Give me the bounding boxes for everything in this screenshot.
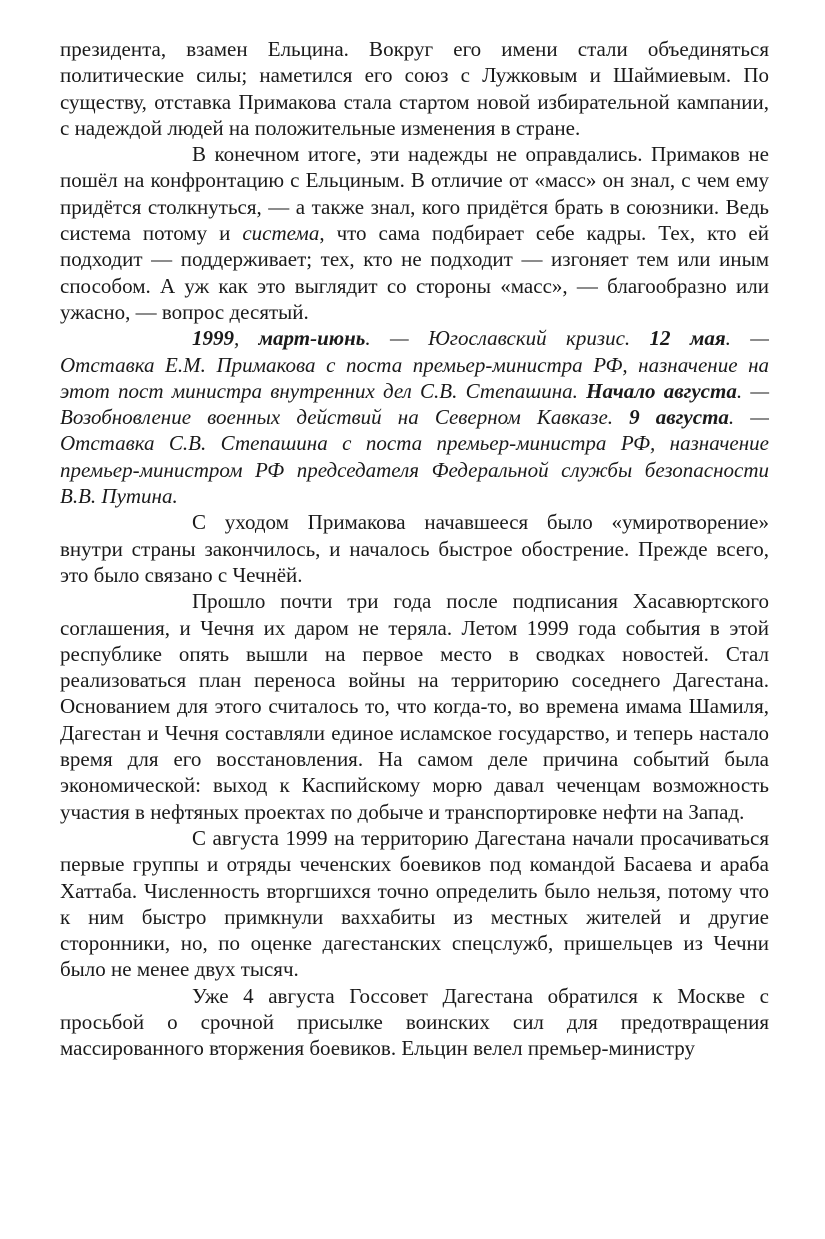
- paragraph-escalation: С уходом Примакова начавшееся было «умиротворение» внутри страны закончилось, и началось быстрое обострение. Прежде всего, это было связано с Чечнёй.: [60, 510, 769, 587]
- paragraph-hopes: [60, 141, 769, 325]
- paragraph-text: В конечном итоге, эти надежды не оправдались. Примаков не пошёл на конфронтацию с Ельциным. В отличие от «масс» он знал, с чем ему придётся столкнуться, — а также знал, кого придётся брать в союзники. Ведь система потому и: [60, 142, 769, 246]
- chronology-block: [60, 325, 769, 509]
- paragraph-continuation: президента, взамен Ельцина. Вокруг его имени стали объединяться политические силы; наметился его союз с Лужковым и Шаймиевым. По существу, отставка Примакова стала стартом новой избирательной кампании, с надеждой людей на положительные изменения в стране.: [60, 37, 769, 140]
- chronology-date: Начало августа: [586, 378, 737, 403]
- chronology-text: . — Отставка С.В. Степашина с поста премьер-министра РФ, назначение премьер-министром РФ председателя Федеральной службы безопасности В.В. Путина.: [60, 405, 769, 509]
- paragraph-chechnya: Прошло почти три года после подписания Хасавюртского соглашения, и Чечня их даром не теряла. Летом 1999 года события в этой республике опять вышли на первое место в сводках новостей. Стал реализоваться план переноса войны на территорию соседнего Дагестана. Основанием для этого считалось то, что когда-то, во времена имама Шамиля, Дагестан и Чечня составляли единое исламское государство, и теперь настало время для его восстановления. На самом деле причина событий была экономической: выход к Каспийскому морю давал чеченцам возможность участия в нефтяных проектах по добыче и транспортировке нефти на Запад.: [60, 589, 769, 824]
- chronology-date: март-июнь: [258, 326, 366, 351]
- paragraph-incursion: С августа 1999 на территорию Дагестана начали просачиваться первые группы и отряды чеченских боевиков под командой Басаева и араба Хаттаба. Численность вторгшихся точно определить было нельзя, потому что к ним быстро примкнули ваххабиты из местных жителей и другие сторонники, но, по оценке дагестанских спецслужб, пришельцев из Чечни было не менее двух тысяч.: [60, 825, 769, 982]
- chronology-text: . — Возобновление военных действий на Северном Кавказе.: [60, 378, 769, 430]
- chronology-text: . — Отставка Е.М. Примакова с поста премьер-министра РФ, назначение на этот пост министра внутренних дел С.В. Степашина.: [60, 326, 769, 403]
- paragraph-text: , что сама подбирает себе кадры. Тех, кто ей подходит — поддерживает; тех, кто не подходит — изгоняет тем или иным способом. А уж как это выглядит со стороны «масс», — благообразно или ужасно, — вопрос десятый.: [60, 221, 769, 324]
- paragraph-gossovet: Уже 4 августа Госсовет Дагестана обратился к Москве с просьбой о срочной присылке воинских сил для предотвращения массированного вторжения боевиков. Ельцин велел премьер-министру: [60, 983, 769, 1061]
- chronology-date: 9 августа: [629, 405, 729, 430]
- chronology-text: . — Югославский кризис.: [365, 326, 650, 351]
- document-page: [60, 36, 769, 1062]
- chronology-text: ,: [234, 326, 259, 351]
- chronology-date: 1999: [192, 326, 234, 351]
- emphasis-system: система: [242, 221, 320, 246]
- chronology-date: 12 мая: [649, 326, 726, 351]
